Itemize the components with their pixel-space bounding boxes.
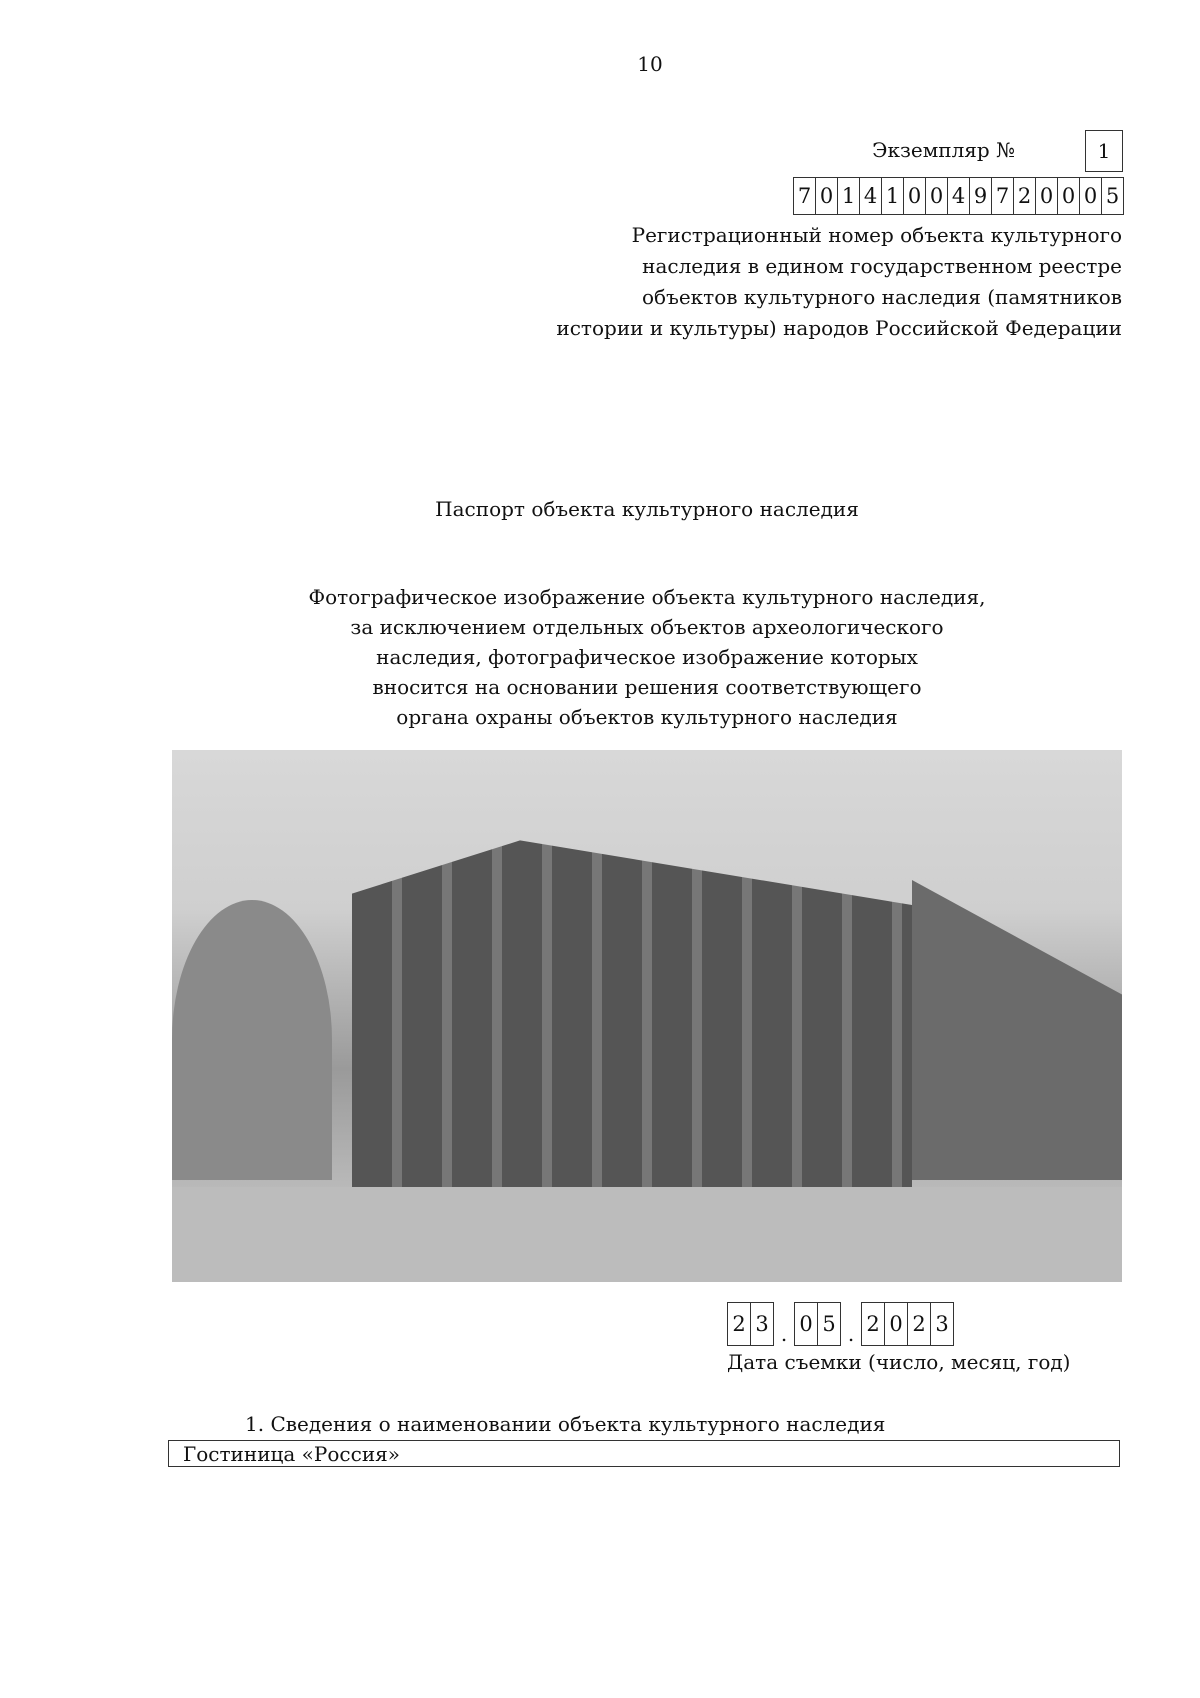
- caption-line: органа охраны объектов культурного наследия: [396, 705, 898, 729]
- reg-digit: 2: [1013, 177, 1035, 215]
- caption-line: наследия, фотографическое изображение которых: [376, 645, 918, 669]
- reg-digit: 7: [991, 177, 1013, 215]
- building: [352, 810, 912, 1190]
- reg-digit: 0: [1079, 177, 1101, 215]
- reg-digit: 0: [815, 177, 837, 215]
- reg-digit: 1: [837, 177, 859, 215]
- street: [172, 1187, 1122, 1282]
- caption-line: вносится на основании решения соответствующего: [372, 675, 922, 699]
- date-digit: 2: [861, 1302, 884, 1346]
- registration-caption: [422, 220, 1122, 344]
- registration-number: [793, 177, 1124, 215]
- document-title: Паспорт объекта культурного наследия: [435, 497, 859, 521]
- building-photo: [172, 750, 1122, 1282]
- copy-label: [872, 138, 1075, 162]
- object-name-field: Гостиница «Россия»: [168, 1440, 1120, 1467]
- caption-line: Фотографическое изображение объекта культурного наследия,: [308, 585, 986, 609]
- date-year: [861, 1302, 954, 1346]
- reg-digit: 0: [903, 177, 925, 215]
- date-caption: Дата съемки (число, месяц, год): [727, 1350, 1071, 1374]
- date-separator: .: [847, 1322, 855, 1346]
- caption-line: за исключением отдельных объектов археологического: [350, 615, 944, 639]
- reg-digit: 4: [859, 177, 881, 215]
- adjacent-building: [912, 880, 1122, 1180]
- reg-digit: 4: [947, 177, 969, 215]
- reg-digit: 7: [793, 177, 815, 215]
- date-digit: 3: [750, 1302, 774, 1346]
- date-digit: 0: [794, 1302, 817, 1346]
- caption-line: объектов культурного наследия (памятников: [642, 285, 1122, 309]
- date-digit: 2: [907, 1302, 930, 1346]
- reg-digit: 0: [1035, 177, 1057, 215]
- date-digit: 2: [727, 1302, 750, 1346]
- date-day: [727, 1302, 774, 1346]
- date-digit: 0: [884, 1302, 907, 1346]
- photo-date: [727, 1302, 954, 1346]
- copy-label-text: Экземпляр №: [872, 138, 1015, 162]
- reg-digit: 9: [969, 177, 991, 215]
- date-digit: 3: [930, 1302, 954, 1346]
- date-month: [794, 1302, 841, 1346]
- reg-digit: 0: [925, 177, 947, 215]
- page-number: 10: [637, 52, 663, 76]
- reg-digit: 0: [1057, 177, 1079, 215]
- date-digit: 5: [817, 1302, 841, 1346]
- caption-line: наследия в едином государственном реестре: [642, 254, 1122, 278]
- caption-line: истории и культуры) народов Российской Федерации: [556, 316, 1122, 340]
- reg-digit: 5: [1101, 177, 1124, 215]
- tree: [172, 900, 332, 1180]
- photo-caption: [172, 582, 1122, 732]
- reg-digit: 1: [881, 177, 903, 215]
- section-1-heading: 1. Сведения о наименовании объекта культурного наследия: [245, 1412, 886, 1436]
- caption-line: Регистрационный номер объекта культурного: [631, 223, 1122, 247]
- date-separator: .: [780, 1322, 788, 1346]
- copy-number-box: 1: [1085, 130, 1123, 172]
